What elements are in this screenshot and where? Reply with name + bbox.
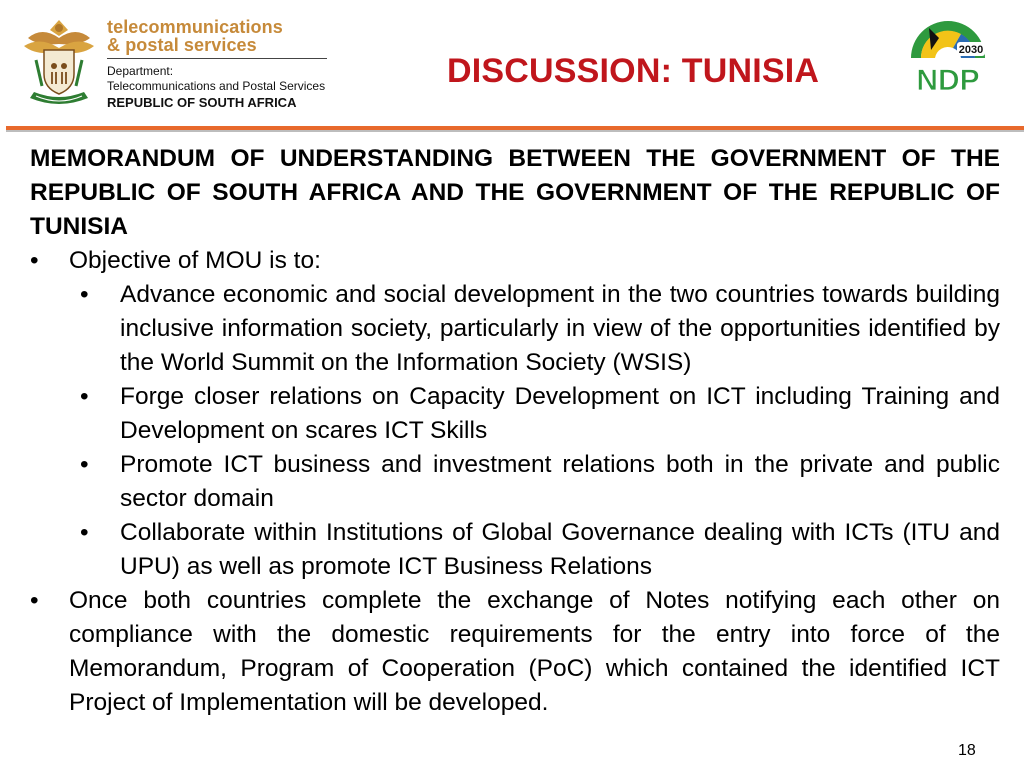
- ndp-year-label: 2030: [958, 44, 984, 56]
- ndp-text-label: NDP: [916, 64, 980, 97]
- sub-bullet-4: • Collaborate within Institutions of Global Governance dealing with ICTs (ITU and UPU) as well as promote ICT Business Relations: [30, 516, 1000, 584]
- slide-header: [0, 0, 1024, 125]
- mou-heading: MEMORANDUM OF UNDERSTANDING BETWEEN THE GOVERNMENT OF THE REPUBLIC OF SOUTH AFRICA AND THE GOVERNMENT OF THE REPUBLIC OF TUNISIA: [30, 145, 1000, 240]
- brand-line-1: telecommunications: [107, 17, 283, 37]
- sub-bullet-1: • Advance economic and social development in the two countries towards building inclusive information society, particularly in view of the opportunities identified by the World Summit on the Information Society (WSIS): [30, 278, 1000, 380]
- slide-title: DISCUSSION: TUNISIA: [447, 52, 820, 90]
- department-block: [107, 17, 337, 110]
- slide-body: [30, 142, 1000, 720]
- bullet-objective: • Objective of MOU is to:: [30, 244, 1000, 278]
- sub-bullet-3: • Promote ICT business and investment relations both in the private and public sector domain: [30, 448, 1000, 516]
- department-name: Telecommunications and Postal Services: [107, 79, 326, 93]
- ndp-2030-logo-icon: [903, 18, 993, 98]
- bullet-exchange-notes: • Once both countries complete the exchange of Notes notifying each other on compliance with the domestic requirements for the entry into force of the Memorandum, Program of Cooperation (PoC) which contained the identified ICT Project of Implementation will be developed.: [30, 584, 1000, 720]
- brand-line-2: & postal services: [107, 35, 257, 55]
- department-label-block: [107, 64, 325, 94]
- brand-divider: [107, 58, 327, 59]
- country-name: REPUBLIC OF SOUTH AFRICA: [107, 95, 297, 110]
- page-number: 18: [958, 742, 976, 759]
- coat-of-arms-icon: [22, 16, 96, 110]
- department-label: Department:: [107, 64, 174, 78]
- sub-bullet-2: • Forge closer relations on Capacity Development on ICT including Training and Development on scares ICT Skills: [30, 380, 1000, 448]
- header-rule-shadow: [6, 130, 1024, 132]
